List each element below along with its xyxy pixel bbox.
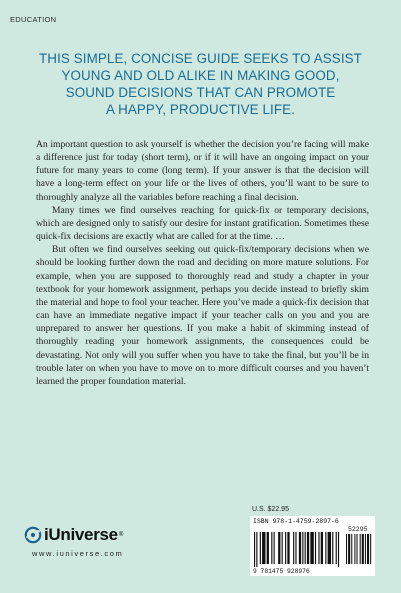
iuniverse-swoosh-icon: [24, 526, 42, 544]
barcode-bars: [252, 532, 373, 567]
category-label: EDUCATION: [10, 15, 57, 24]
barcode: [250, 516, 375, 576]
barcode-number: 9 781475 928976: [253, 568, 310, 575]
excerpt-paragraph: Many times we find ourselves reaching for quick-fix or temporary decisions, which are designed only to satisfy our desire for instant gratification. Sometimes these quick-fix decisions are exactly what are called for at the time. …: [36, 204, 369, 243]
tagline-line: SOUND DECISIONS THAT CAN PROMOTE: [65, 85, 336, 100]
publisher-url: www.iuniverse.com: [32, 549, 124, 558]
excerpt-paragraph: An important question to ask yourself is whether the decision you’re facing will make a difference just for today (short term), or if it will have an ongoing impact on your future for many years to come (long term). If your answer is that the decision will have a long-term effect on your life or the lives of others, you’ll want to be sure to thoroughly analyze all the variables before reaching a final decision.: [36, 139, 369, 203]
isbn-text: ISBN 978-1-4759-2897-6: [253, 518, 339, 525]
publisher-name: iUniverse: [44, 525, 118, 544]
price: U.S. $22.95: [252, 506, 289, 513]
excerpt: [36, 138, 369, 388]
excerpt-paragraph: But often we find ourselves seeking out quick-fix/temporary decisions when we should be looking further down the road and deciding on more mature solutions. For example, when you are supposed to thoroughly read and study a chapter in your textbook for your homework assignment, perhaps you decide instead to briefly skim the material and hope to fool your teacher. Here you’ve made a quick-fix decision that can have an immediate negative impact if your teacher calls on you and you are unprepared to answer her questions. If you make a habit of skimming instead of thoroughly reading your homework assignments, the consequences could be devastating. Not only will you suffer when you have to take the final, but you’ll be in trouble later on when you have to move on to more difficult courses and you haven’t learned the proper foundation material.: [36, 244, 369, 387]
tagline-line: A HAPPY, PRODUCTIVE LIFE.: [105, 102, 296, 117]
addon-number: 52295: [348, 526, 368, 533]
trademark-symbol: ®: [118, 532, 124, 538]
tagline: [28, 50, 373, 118]
tagline-line: THIS SIMPLE, CONCISE GUIDE SEEKS TO ASSIST: [39, 51, 362, 66]
publisher-logo: [24, 525, 123, 545]
tagline-line: YOUNG AND OLD ALIKE IN MAKING GOOD,: [61, 68, 340, 83]
